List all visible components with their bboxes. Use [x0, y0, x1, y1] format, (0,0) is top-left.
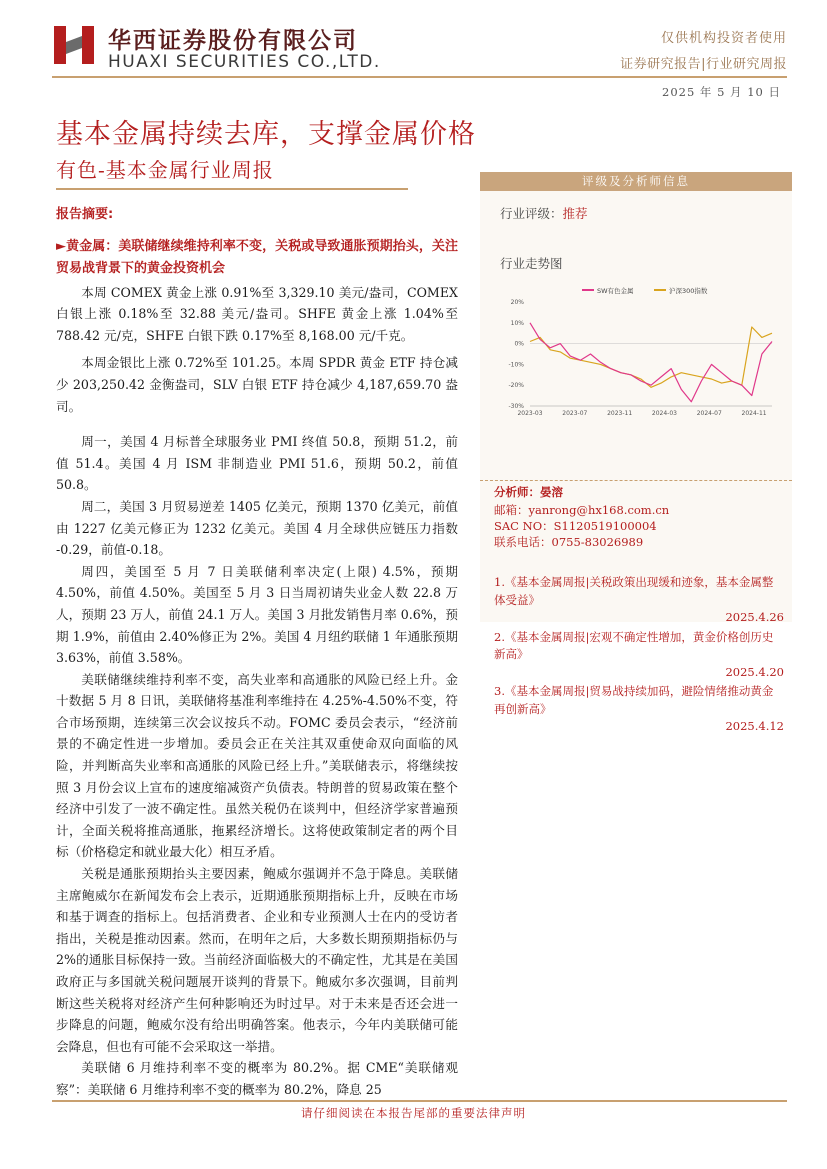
chart-y-axis	[508, 299, 772, 410]
legend-label: SW有色金属	[597, 287, 634, 295]
report-date: 2025 年 5 月 10 日	[662, 85, 781, 99]
related-report-date: 2025.4.26	[725, 610, 784, 624]
footer-divider	[52, 1100, 787, 1102]
summary-paragraph: 本周金银比上涨 0.72%至 101.25。本周 SPDR 黄金 ETF 持仓减少 203,250.42 金衡盎司，SLV 白银 ETF 持仓减少 4,187,659.70 盎司。	[56, 355, 458, 414]
legal-disclaimer: 请仔细阅读在本报告尾部的重要法律声明	[301, 1106, 526, 1120]
summary-paragraph: 关税是通胀预期抬头主要因素，鲍威尔强调并不急于降息。美联储主席鲍威尔在新闻发布会上表示，近期通胀预期指标上升，反映在市场和基于调查的指标上。包括消费者、企业和专业预测人士在内的受访者指出，关税是推动因素。然而，在明年之后，大多数长期预期指标仍与 2%的通胀目标保持一致。当前经济面临极大的不确定性，尤其是在美国政府正与多国就关税问题展开谈判的背景下。鲍威尔多次强调，目前判断这些关税将对经济产生何种影响还为时过早。对于未来是否还会进一步降息的问题，鲍威尔没有给出明确答案。他表示，今年内美联储可能会降息，但也有可能不会采取这一举措。	[56, 866, 458, 1054]
industry-trend-chart	[490, 282, 780, 422]
analyst-phone: 联系电话：0755-83026989	[494, 535, 644, 549]
summary-paragraph: 周四，美国至 5 月 7 日美联储利率决定(上限) 4.5%，预期 4.50%，前值 4.50%。美国至 5 月 3 日当周初请失业金人数 22.8 万人，预期 23 万人，前值 24.1 万人。美国 3 月批发销售月率 0.6%，预期 1.9%，前值由 2.40%修正为 2%。美国 4 月纽约联储 1 年通胀预期 3.63%，前值 3.58%。	[56, 563, 458, 666]
rating-value: 推荐	[562, 206, 588, 221]
report-category: 证券研究报告|行业研究周报	[620, 57, 787, 72]
chart-x-axis	[517, 410, 766, 417]
summary-lead: ►黄金属：美联储继续维持利率不变，关税或导致通胀预期抬头，关注贸易战背景下的黄金投资机会	[56, 238, 458, 276]
related-report-title[interactable]: 1.《基本金属周报|关税政策出现缓和迹象，基本金属整体受益》	[494, 575, 774, 607]
x-tick-label: 2023-07	[562, 410, 588, 417]
trend-chart-label: 行业走势图	[500, 256, 563, 271]
x-tick-label: 2023-11	[607, 410, 633, 417]
y-tick-label: -10%	[508, 361, 524, 369]
summary-paragraph: 本周 COMEX 黄金上涨 0.91%至 3,329.10 美元/盎司，COMEX 白银上涨 0.18%至 32.88 美元/盎司。SHFE 黄金上涨 1.04%至 788.42 元/克，SHFE 白银下跌 0.17%至 8,168.00 元/千克。	[56, 284, 458, 343]
related-report-title[interactable]: 2.《基本金属周报|宏观不确定性增加，黄金价格创历史新高》	[494, 629, 774, 661]
rating-label: 行业评级：	[500, 206, 563, 221]
y-tick-label: -20%	[508, 382, 524, 390]
related-report-title[interactable]: 3.《基本金属周报|贸易战持续加码，避险情绪推动黄金再创新高》	[494, 684, 774, 716]
industry-rating	[500, 204, 588, 222]
y-tick-label: -30%	[508, 403, 524, 410]
x-tick-label: 2024-07	[696, 410, 722, 417]
audience-note: 仅供机构投资者使用	[660, 31, 787, 46]
x-tick-label: 2024-03	[651, 410, 677, 417]
legend-label: 沪深300指数	[669, 287, 708, 295]
y-tick-label: 0%	[514, 340, 524, 348]
summary-paragraph: 周一，美国 4 月标普全球服务业 PMI 终值 50.8，预期 51.2，前值 51.4。美国 4 月 ISM 非制造业 PMI 51.6，预期 50.2，前值 50.8。	[56, 434, 458, 493]
related-reports	[494, 574, 784, 738]
series-line-sw-nonferrous	[530, 323, 772, 402]
x-tick-label: 2024-11	[741, 410, 767, 417]
summary-column	[56, 204, 458, 1101]
summary-paragraph: 美联储继续维持利率不变，高失业率和高通胀的风险已经上升。金十数据 5 月 8 日讯，美联储将基准利率维持在 4.25%-4.50%不变，符合市场预期，连续第三次会议按兵不动。FOMC 委员会表示，“经济前景的不确定性进一步增加。委员会正在关注其双重使命双向面临的风险，并判断高失业率和高通胀的风险已经上升。”美联储表示，将继续按照 3 月份会议上宣布的速度缩减资产负债表。特朗普的贸易政策在整个经济中引发了一波不确定性。虽然关税仍在谈判中，但经济学家普遍预计，全面关税将推高通胀，拖累经济增长。这将使政策制定者的两个目标（价格稳定和就业最大化）相互矛盾。	[56, 671, 458, 860]
summary-paragraph: 美联储 6 月维持利率不变的概率为 80.2%。据 CME“美联储观察”：美联储 6 月维持利率不变的概率为 80.2%，降息 25	[56, 1060, 458, 1097]
chart-legend	[582, 286, 708, 295]
sidebar-dashed-divider	[480, 480, 792, 481]
report-title: 基本金属持续去库，支撑金属价格	[56, 119, 476, 150]
x-tick-label: 2023-03	[517, 410, 543, 417]
analyst-email[interactable]: 邮箱：yanrong@hx168.com.cn	[494, 503, 670, 517]
title-divider	[56, 188, 408, 190]
company-name-cn: 华西证券股份有限公司	[108, 28, 358, 54]
sidebar-title: 评级及分析师信息	[480, 172, 792, 191]
y-tick-label: 10%	[510, 319, 524, 327]
summary-heading: 报告摘要:	[56, 207, 114, 222]
analyst-name: 分析师：晏溶	[494, 485, 563, 499]
related-report-date: 2025.4.20	[725, 664, 784, 679]
company-name-en: HUAXI SECURITIES CO.,LTD.	[108, 52, 381, 72]
summary-paragraph: 周二，美国 3 月贸易逆差 1405 亿美元，预期 1370 亿美元，前值由 1227 亿美元修正为 1232 亿美元。美国 4 月全球供应链压力指数 -0.29，前值-0.18。	[56, 498, 458, 558]
header-divider	[52, 76, 787, 78]
huaxi-logo-icon	[52, 22, 96, 68]
related-report-date: 2025.4.12	[725, 719, 784, 733]
chart-lines	[530, 323, 772, 402]
series-line-hs300	[530, 327, 772, 387]
analyst-sac: SAC NO：S1120519100004	[494, 519, 657, 533]
report-subtitle: 有色-基本金属行业周报	[56, 158, 274, 182]
y-tick-label: 20%	[510, 299, 524, 306]
